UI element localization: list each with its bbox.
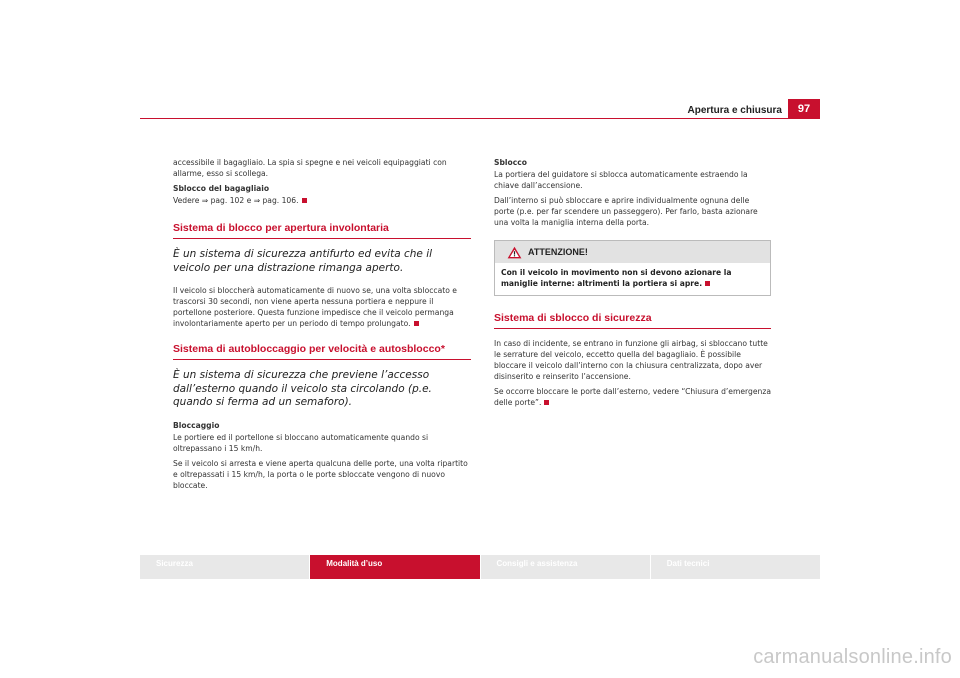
paragraph-text: Il veicolo si bloccherà automaticamente di nuovo se, una volta sbloccato e trascorsi 30 secondi, non viene aperta nessuna portiera e neppure il portellone posteriore. Questa funzione impedisce che il veicolo permanga involontariamente aperto per un periodo di tempo prolungato.	[173, 286, 457, 328]
running-header-title: Apertura e chiusura	[687, 105, 782, 116]
section-intro: È un sistema di sicurezza che previene l’accesso dall’esterno quando il veicolo sta circolando (p.e. quando si ferma ad un semaforo).	[173, 369, 432, 408]
paragraph-text: Se occorre bloccare le porte dall’esterno, vedere “Chiusura d’emergenza delle porte”.	[494, 387, 771, 407]
warning-text: Con il veicolo in movimento non si devono azionare la maniglie interne: altrimenti la portiera si apre.	[501, 268, 732, 288]
header-divider	[140, 118, 820, 119]
unlocking-heading: Sblocco	[494, 158, 527, 167]
warning-triangle-icon	[507, 246, 522, 259]
section-title: Sistema di sblocco di sicurezza	[494, 312, 771, 329]
footer-tab-modalita-uso[interactable]: Modalità d’uso	[310, 555, 479, 579]
paragraph: Dall’interno si può sbloccare e aprire individualmente ognuna delle porte (p.e. per far scendere un passeggero). Per farlo, basta azionare una volta la maniglia interna della porta.	[494, 196, 758, 227]
footer-tab-sicurezza[interactable]: Sicurezza	[140, 555, 309, 579]
section-end-mark	[414, 321, 419, 326]
footer-tab-bar	[140, 555, 820, 579]
section-title: Sistema di autobloccaggio per velocità e autosblocco*	[173, 343, 471, 360]
paragraph: Le portiere ed il portellone si bloccano automaticamente quando si oltrepassano i 15 km/h.	[173, 432, 429, 453]
page-number: 97	[788, 99, 820, 119]
section-end-mark	[705, 281, 710, 286]
paragraph: Se il veicolo si arresta e viene aperta qualcuna delle porte, una volta ripartito e oltrepassati i 15 km/h, la porta o le porte sbloccate vengono di nuovo bloccate.	[173, 458, 468, 490]
warning-box	[494, 240, 771, 296]
footer-tab-dati-tecnici[interactable]: Dati tecnici	[651, 555, 820, 579]
trunk-unlock-text: Vedere ⇒ pag. 102 e ⇒ pag. 106.	[173, 196, 299, 205]
watermark-text: carmanualsonline.info	[753, 646, 952, 668]
paragraph: accessibile il bagagliaio. La spia si spegne e nei veicoli equipaggiati con allarme, esso si scollega.	[173, 158, 447, 178]
section-intro: È un sistema di sicurezza antifurto ed evita che il veicolo per una distrazione rimanga aperto.	[173, 248, 433, 274]
warning-body	[495, 263, 770, 295]
paragraph	[173, 285, 471, 329]
warning-header	[495, 241, 770, 263]
section-end-mark	[302, 198, 307, 203]
paragraph: La portiera del guidatore si sblocca automaticamente estraendo la chiave dall’accensione.	[494, 170, 748, 190]
warning-title: ATTENZIONE!	[528, 246, 588, 257]
paragraph	[494, 386, 771, 408]
locking-heading: Bloccaggio	[173, 420, 220, 430]
paragraph: In caso di incidente, se entrano in funzione gli airbag, si sbloccano tutte le serrature del veicolo, eccetto quella del bagagliaio. È possibile bloccare il veicolo dall’interno con la chiusura centralizzata, dopo aver disinserito e reinserito l’accensione.	[494, 339, 768, 381]
left-column	[173, 157, 471, 495]
section-title: Sistema di blocco per apertura involontaria	[173, 222, 471, 239]
section-end-mark	[544, 400, 549, 405]
trunk-unlock-heading: Sblocco del bagagliaio	[173, 184, 270, 193]
paragraph	[173, 195, 471, 206]
right-column	[494, 157, 771, 412]
footer-tab-consigli-assistenza[interactable]: Consigli e assistenza	[481, 555, 650, 579]
